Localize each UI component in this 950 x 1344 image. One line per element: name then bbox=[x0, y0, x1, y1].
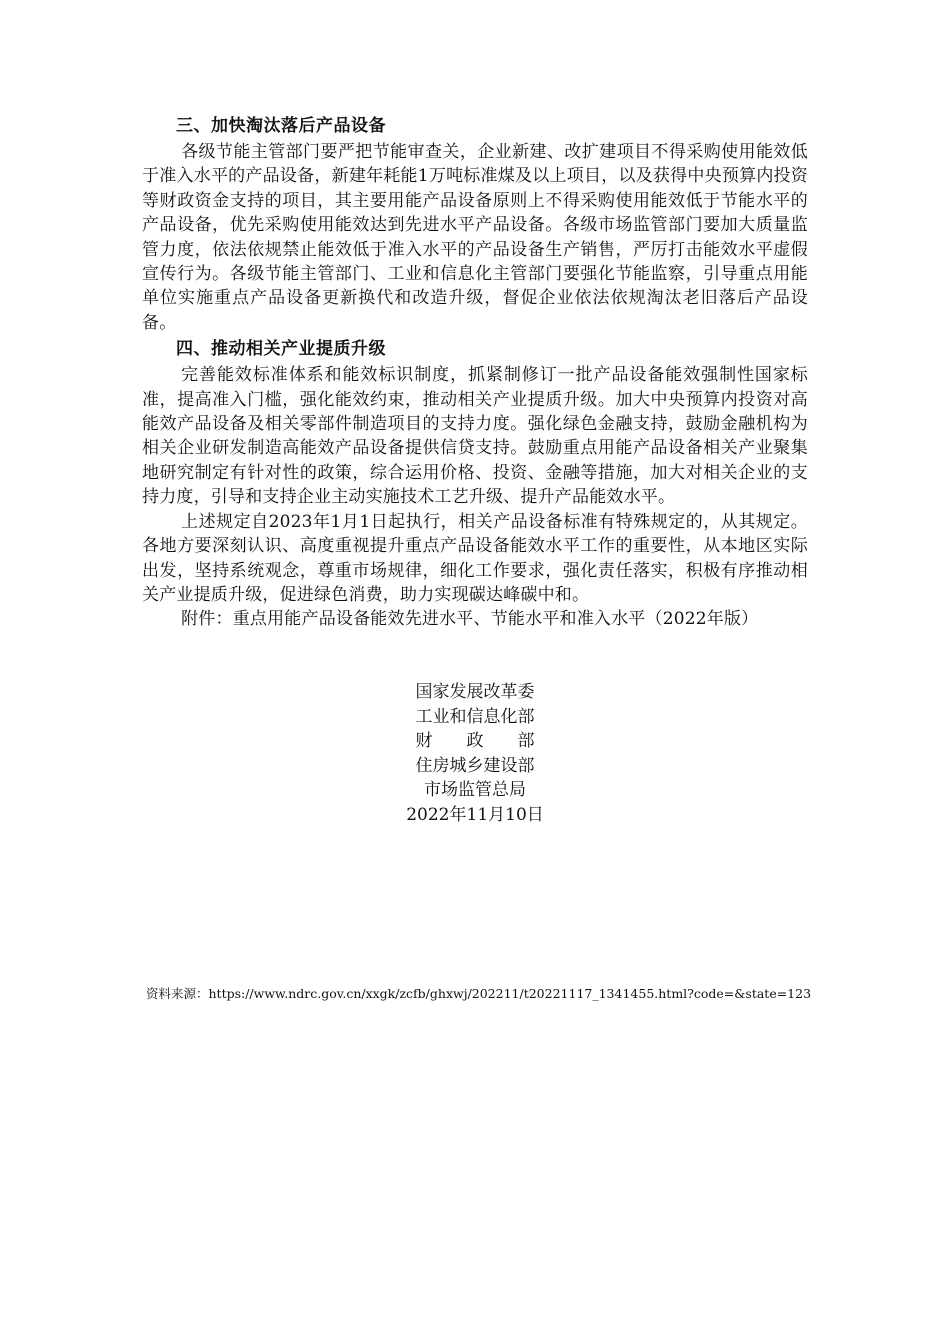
signature-mof: 财 政 部 bbox=[415, 731, 535, 752]
document-body bbox=[142, 112, 808, 632]
issuing-authorities bbox=[380, 680, 570, 828]
paragraph-industry-upgrade: 完善能效标准体系和能效标识制度，抓紧制修订一批产品设备能效强制性国家标准，提高准入门槛，强化能效约束，推动相关产业提质升级。加大中央预算内投资对高能效产品设备及相关零部件制造项目的支持力度。强化绿色金融支持，鼓励金融机构为相关企业研发制造高能效产品设备提供信贷支持。鼓励重点用能产品设备相关产业聚集地研究制定有针对性的政策，综合运用价格、投资、金融等措施，加大对相关企业的支持力度，引导和支持企业主动实施技术工艺升级、提升产品能效水平。 bbox=[142, 365, 808, 508]
section-heading-eliminate-outdated: 三、加快淘汰落后产品设备 bbox=[176, 116, 386, 136]
paragraph-attachment: 附件：重点用能产品设备能效先进水平、节能水平和准入水平（2022年版） bbox=[181, 609, 759, 630]
source-note: 资料来源：https://www.ndrc.gov.cn/xxgk/zcfb/ghxwj/202211/t20221117_1341455.html?code=&state=123 bbox=[146, 986, 812, 1001]
signature-mohurd: 住房城乡建设部 bbox=[415, 755, 535, 776]
signature-samr: 市场监管总局 bbox=[424, 780, 526, 801]
issue-date: 2022年11月10日 bbox=[406, 804, 544, 825]
paragraph-effective-date: 上述规定自2023年1月1日起执行，相关产品设备标准有特殊规定的，从其规定。各地方要深刻认识、高度重视提升重点产品设备能效水平工作的重要性，从本地区实际出发，坚持系统观念，尊重市场规律，细化工作要求，强化责任落实，积极有序推动相关产业提质升级，促进绿色消费，助力实现碳达峰碳中和。 bbox=[142, 511, 808, 605]
section-heading-industry-upgrade: 四、推动相关产业提质升级 bbox=[176, 339, 386, 360]
signature-ndrc: 国家发展改革委 bbox=[415, 682, 535, 702]
paragraph-eliminate-outdated: 各级节能主管部门要严把节能审查关，企业新建、改扩建项目不得采购使用能效低于准入水平的产品设备，新建年耗能1万吨标准煤及以上项目，以及获得中央预算内投资等财政资金支持的项目，其主要用能产品设备原则上不得采购使用能效低于节能水平的产品设备，优先采购使用能效达到先进水平产品设备。各级市场监管部门要加大质量监管力度，依法依规禁止能效低于准入水平的产品设备生产销售，严厉打击能效水平虚假宣传行为。各级节能主管部门、工业和信息化主管部门要强化节能监察，引导重点用能单位实施重点产品设备更新换代和改造升级，督促企业依法依规淘汰老旧落后产品设备。 bbox=[142, 142, 808, 333]
signature-miit: 工业和信息化部 bbox=[415, 706, 535, 727]
